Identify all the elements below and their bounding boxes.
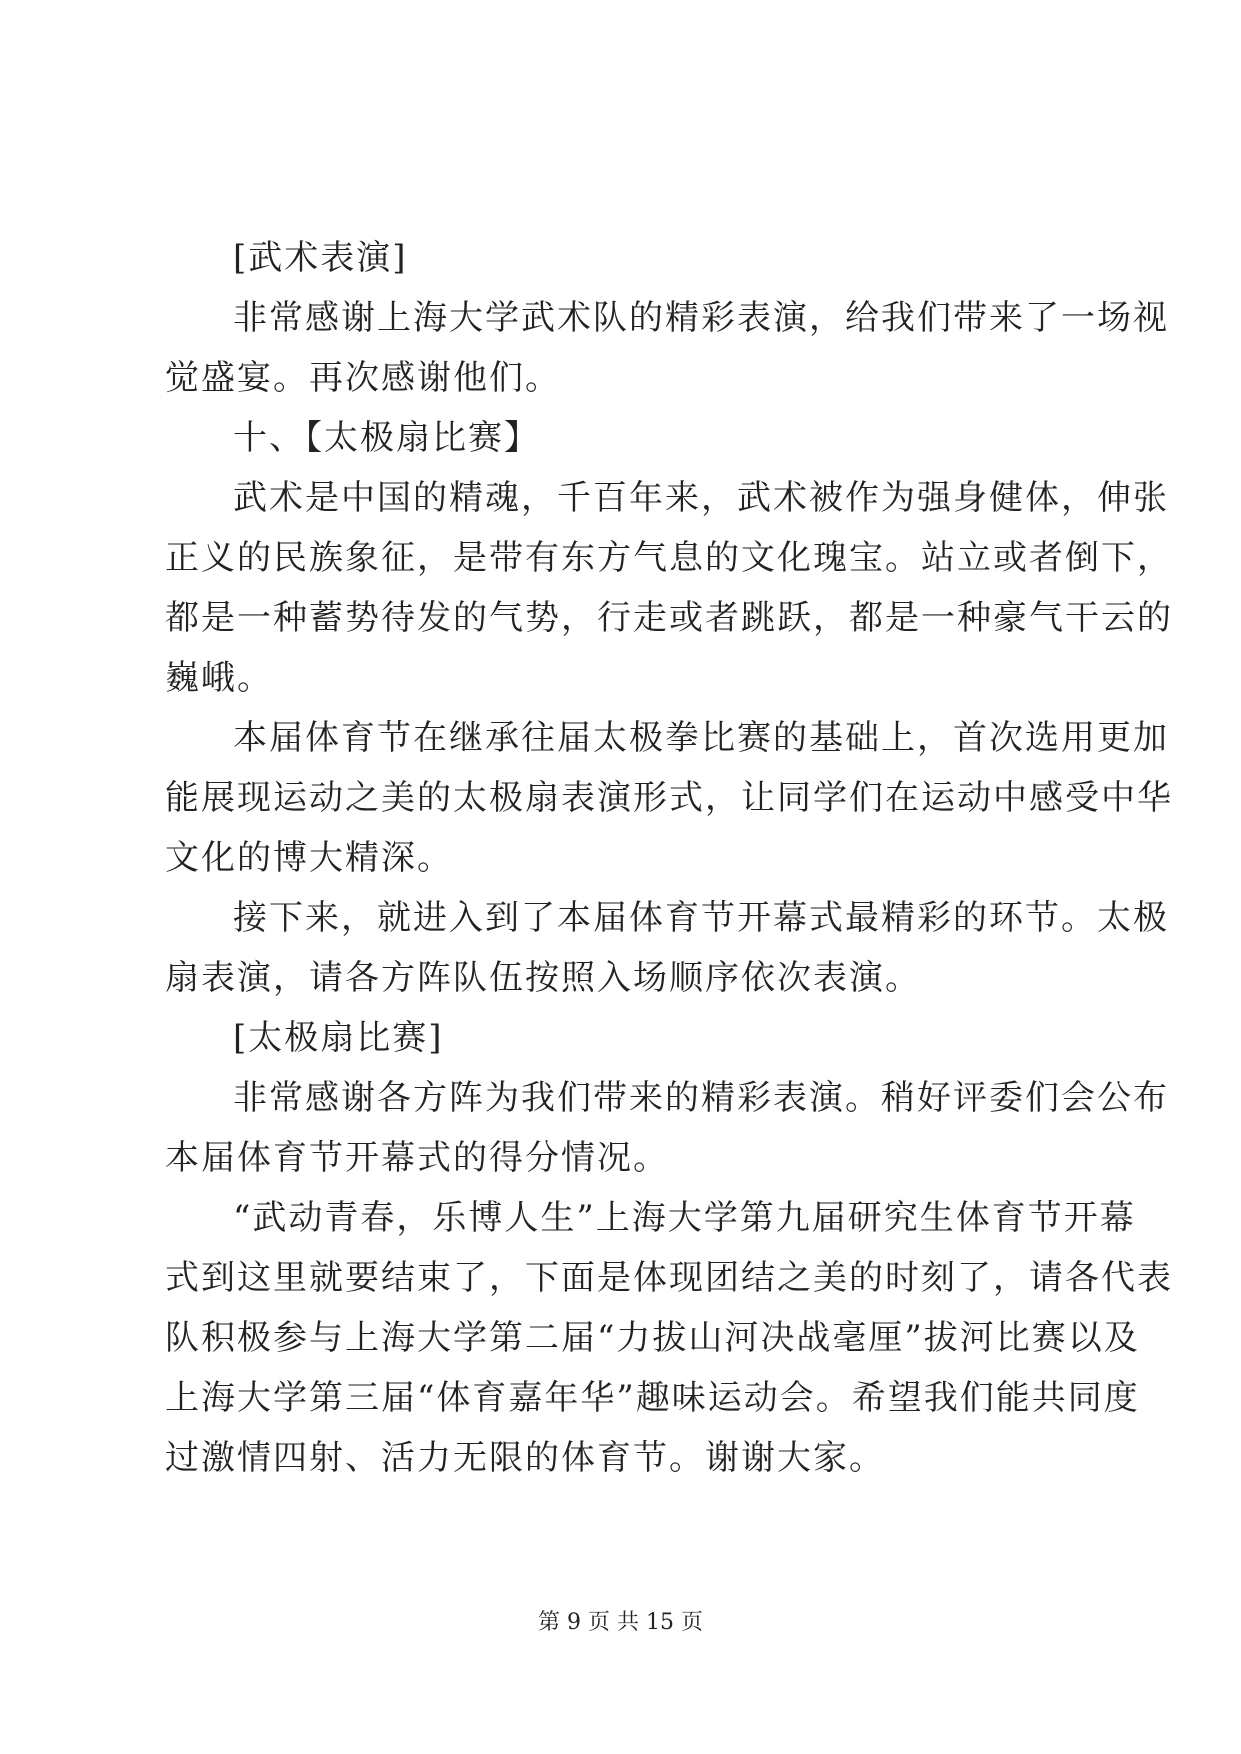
section-heading-taiji-fan: 十、【太极扇比赛】 — [233, 418, 540, 458]
page-number-footer: 第 9 页 共 15 页 — [538, 1610, 703, 1635]
paragraph-line: 本届体育节在继承往届太极拳比赛的基础上，首次选用更加 — [233, 718, 1169, 758]
paragraph-line: 式到这里就要结束了，下面是体现团结之美的时刻了，请各代表 — [165, 1258, 1173, 1298]
paragraph-line: 都是一种蓄势待发的气势，行走或者跳跃，都是一种豪气干云的 — [165, 598, 1173, 638]
paragraph-line: “武动青春，乐博人生”上海大学第九届研究生体育节开幕 — [233, 1198, 1136, 1238]
paragraph-line: 正义的民族象征，是带有东方气息的文化瑰宝。站立或者倒下， — [165, 538, 1173, 578]
section-heading-martial-arts: [武术表演] — [233, 238, 408, 278]
document-body — [165, 228, 1173, 1488]
paragraph-line: 扇表演，请各方阵队伍按照入场顺序依次表演。 — [165, 958, 921, 998]
paragraph-line: 能展现运动之美的太极扇表演形式，让同学们在运动中感受中华 — [165, 778, 1173, 818]
paragraph-line: 觉盛宴。再次感谢他们。 — [165, 358, 561, 398]
section-heading-taiji-fan-competition: [太极扇比赛] — [233, 1018, 444, 1058]
paragraph-line: 过激情四射、活力无限的体育节。谢谢大家。 — [165, 1438, 885, 1478]
paragraph-line: 非常感谢上海大学武术队的精彩表演，给我们带来了一场视 — [233, 298, 1169, 338]
paragraph-line: 武术是中国的精魂，千百年来，武术被作为强身健体，伸张 — [233, 478, 1169, 518]
paragraph-line: 非常感谢各方阵为我们带来的精彩表演。稍好评委们会公布 — [233, 1078, 1169, 1118]
paragraph-line: 文化的博大精深。 — [165, 838, 453, 878]
paragraph-line: 队积极参与上海大学第二届“力拔山河决战毫厘”拔河比赛以及 — [165, 1318, 1140, 1358]
paragraph-line: 巍峨。 — [165, 658, 273, 698]
paragraph-line: 上海大学第三届“体育嘉年华”趣味运动会。希望我们能共同度 — [165, 1378, 1140, 1418]
paragraph-line: 本届体育节开幕式的得分情况。 — [165, 1138, 669, 1178]
paragraph-line: 接下来，就进入到了本届体育节开幕式最精彩的环节。太极 — [233, 898, 1169, 938]
